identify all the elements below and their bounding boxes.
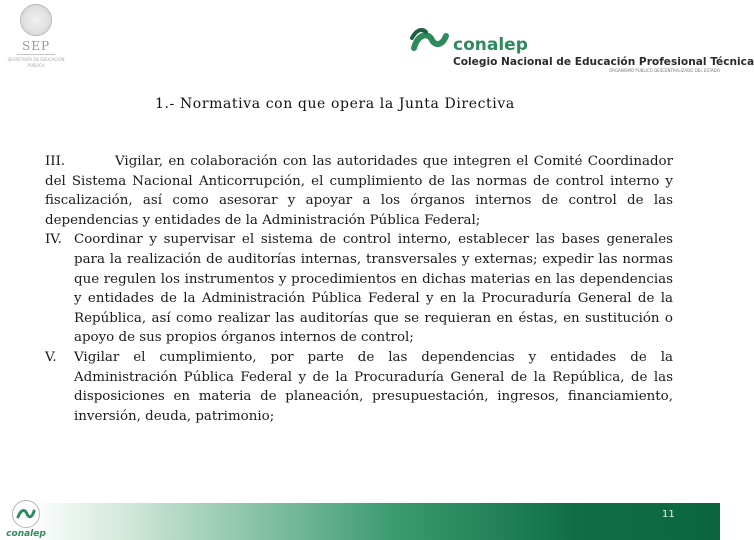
page-number: 11 [662, 509, 675, 520]
conalep-mark-icon [410, 26, 450, 56]
sep-logo-text: SEP [21, 39, 51, 53]
item-number: V. [45, 349, 57, 365]
institution-name: Colegio Nacional de Educación Profesional Técnica [453, 56, 754, 68]
item-number: IV. [45, 232, 62, 248]
footer-bar [0, 503, 720, 540]
conalep-mark-icon [13, 501, 39, 527]
institution-tagline: ORGANISMO PÚBLICO DESCENTRALIZADO DEL ESTADO [609, 68, 720, 73]
conalep-brand: conalep [453, 35, 528, 55]
sep-logo-subtext: SECRETARÍA DE EDUCACIÓN PÚBLICA [7, 57, 65, 68]
item-text: Coordinador del Sistema Nacional Anticorrupción, el cumplimiento de las normas de control interno y fiscalización, así como asesorar y apoyar a los órganos internos de control de las dependencias y entidades de la Administración Pública Federal; [45, 154, 673, 228]
national-seal-icon [20, 4, 52, 36]
conalep-seal-icon [12, 500, 40, 528]
footer-brand: conalep [6, 529, 46, 539]
footer-conalep-logo [4, 500, 48, 540]
divider [17, 54, 55, 55]
item-iv [45, 230, 673, 348]
item-iii [45, 152, 673, 230]
item-text: Coordinar y supervisar el sistema de control interno, establecer las bases generales para la realización de auditorías internas, transversales y externas; expedir las normas que regulen los instrumentos y procedimientos en dichas materias en las dependencias y entidades de la Administración Pública Federal y en la Procuraduría General de la República, así como realizar las auditorías que se requieran en éstas, en sustitución o apoyo de sus propios órganos internos de control; [74, 232, 673, 346]
item-v [45, 348, 673, 426]
item-number: III. [45, 154, 66, 169]
item-text: Vigilar el cumplimiento, por parte de las dependencias y entidades de la Administración Pública Federal y de la Procuraduría General de la República, de las disposiciones en materia de planeación, presupuestación, ingresos, financiamiento, inversión, deuda, patrimonio; [74, 349, 673, 424]
body-content [45, 152, 673, 426]
conalep-header-logo [410, 22, 754, 74]
page-title: 1.- Normativa con que opera la Junta Directiva [155, 96, 515, 112]
sep-logo [6, 4, 66, 76]
item-first-line: Vigilar, en colaboración con las autoridades que integren el Comité [115, 154, 583, 169]
